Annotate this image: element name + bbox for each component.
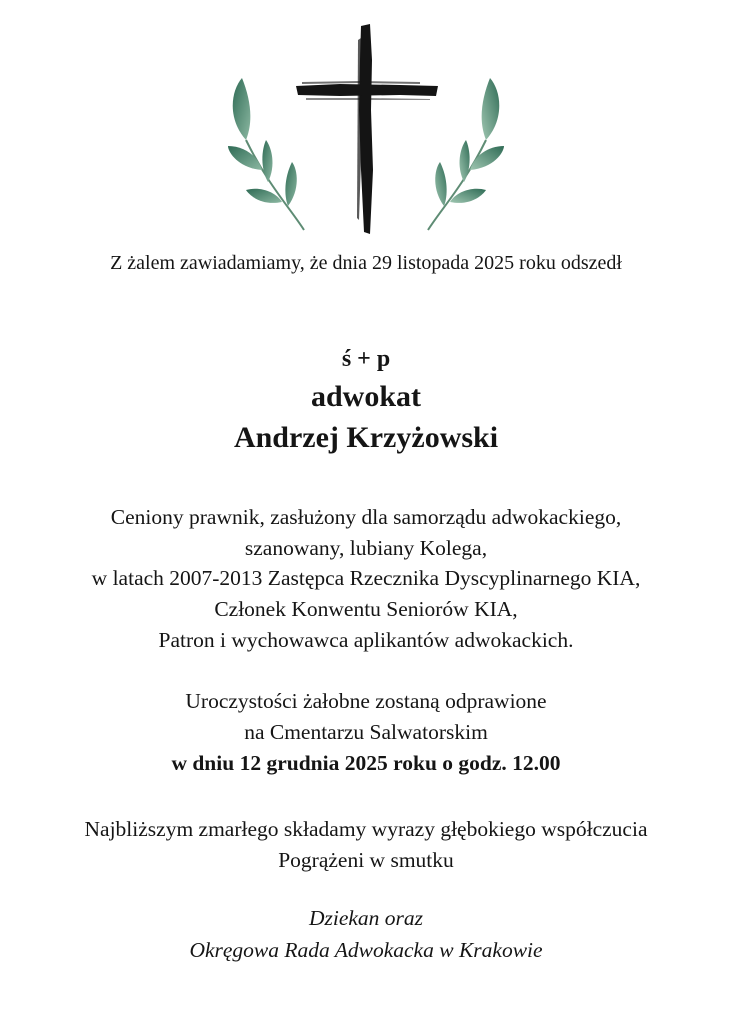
- left-laurel-branch-icon: [228, 78, 304, 230]
- cross-icon: [296, 24, 438, 234]
- cross-with-leaves-emblem: [220, 20, 512, 240]
- ceremony-place: na Cmentarzu Salwatorskim: [244, 720, 488, 744]
- deceased-name: Andrzej Krzyżowski: [233, 421, 499, 454]
- memorial-prefix: ś + p: [341, 346, 391, 372]
- ceremony-line: Uroczystości żałobne zostaną odprawione: [185, 689, 547, 713]
- description-line: szanowany, lubiany Kolega,: [244, 536, 488, 560]
- deceased-title: adwokat: [310, 380, 422, 413]
- intro-text: Z żalem zawiadamiamy, że dnia 29 listopada 2025 roku odszedł: [110, 252, 622, 274]
- signature-line: Okręgowa Rada Adwokacka w Krakowie: [189, 938, 543, 962]
- right-laurel-branch-icon: [428, 78, 504, 230]
- signature-line: Dziekan oraz: [308, 906, 424, 930]
- condolences-text: Najbliższym zmarłego składamy wyrazy głębokiego współczucia: [84, 817, 648, 841]
- mourners-text: Pogrążeni w smutku: [278, 848, 454, 872]
- description-line: Ceniony prawnik, zasłużony dla samorządu adwokackiego,: [110, 505, 622, 529]
- description-line: Członek Konwentu Seniorów KIA,: [214, 597, 518, 621]
- description-line: Patron i wychowawca aplikantów adwokackich.: [158, 628, 574, 652]
- description-line: w latach 2007-2013 Zastępca Rzecznika Dyscyplinarnego KIA,: [91, 566, 641, 590]
- ceremony-date: w dniu 12 grudnia 2025 roku o godz. 12.00: [171, 751, 561, 775]
